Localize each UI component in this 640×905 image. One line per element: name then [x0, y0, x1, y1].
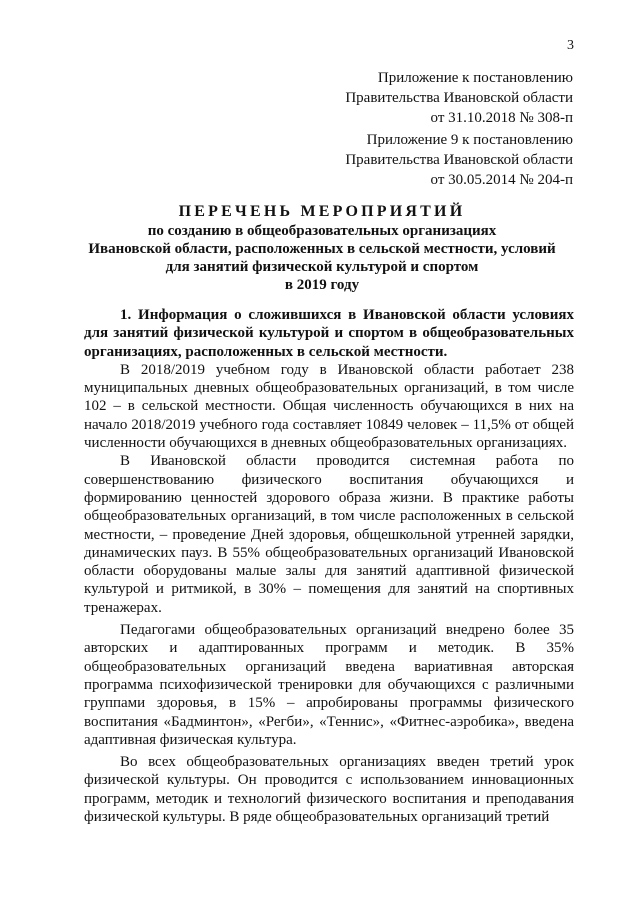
paragraph-4: Во всех общеобразовательных организациях введен третий урок физической культуры. Он проводится с использованием инновационных программ, методик и технологий физического воспитания и преподавания физической культуры. В ряде общеобразовательных организаций третий [84, 754, 574, 826]
annex-original-line1: Приложение 9 к постановлению [366, 132, 573, 148]
annex-original-block [345, 130, 573, 190]
annex-current-block [345, 68, 573, 128]
paragraph-2: В Ивановской области проводится системная работа по совершенствованию физического воспитания обучающихся и формированию ценностей здорового образа жизни. В практике работы общеобразовательных организаций, в том числе расположенных в сельской местности, – проведение Дней здоровья, общешкольной утренней зарядки, динамических пауз. В 55% общеобразовательных организаций Ивановской области оборудованы малые залы для занятий адаптивной физической культурой и ритмикой, в 30% – помещения для занятий на спортивных тренажерах. [84, 453, 574, 616]
page-number: 3 [567, 38, 574, 53]
section-1 [84, 306, 574, 826]
title-line1: ПЕРЕЧЕНЬ МЕРОПРИЯТИЙ [178, 203, 466, 220]
annex-original-line2: Правительства Ивановской области [345, 152, 573, 168]
annex-current-line1: Приложение к постановлению [377, 70, 573, 86]
document-title [70, 203, 574, 294]
title-line3: Ивановской области, расположенных в сельской местности, условий [88, 241, 556, 257]
annex-original-line3: от 30.05.2014 № 204-п [430, 172, 573, 188]
paragraph-3: Педагогами общеобразовательных организаций внедрено более 35 авторских и адаптированных программ и методик. В 35% общеобразовательных организаций введена вариативная авторская программа психофизической тренировки для обучающихся с различными группами здоровья, в 15% – апробированы программы физического воспитания «Бадминтон», «Регби», «Теннис», «Фитнес-аэробика», введена адаптивная физическая культура. [84, 622, 574, 748]
title-line5: в 2019 году [284, 277, 360, 293]
section-1-heading: 1. Информация о сложившихся в Ивановской области условиях для занятий физической культурой и спортом в общеобразовательных организациях, расположенных в сельской местности. [84, 307, 574, 360]
title-line4: для занятий физической культурой и спортом [165, 259, 479, 275]
paragraph-1: В 2018/2019 учебном году в Ивановской области работает 238 муниципальных дневных общеобразовательных организаций, в том числе 102 – в сельской местности. Общая численность обучающихся в них на начало 2018/2019 учебного года составляет 10849 человек – 11,5% от общей численности обучающихся в дневных общеобразовательных организациях. [84, 361, 574, 452]
title-line2: по созданию в общеобразовательных организациях [147, 223, 497, 239]
annex-current-line2: Правительства Ивановской области [345, 90, 573, 106]
annex-current-line3: от 31.10.2018 № 308-п [430, 110, 573, 126]
